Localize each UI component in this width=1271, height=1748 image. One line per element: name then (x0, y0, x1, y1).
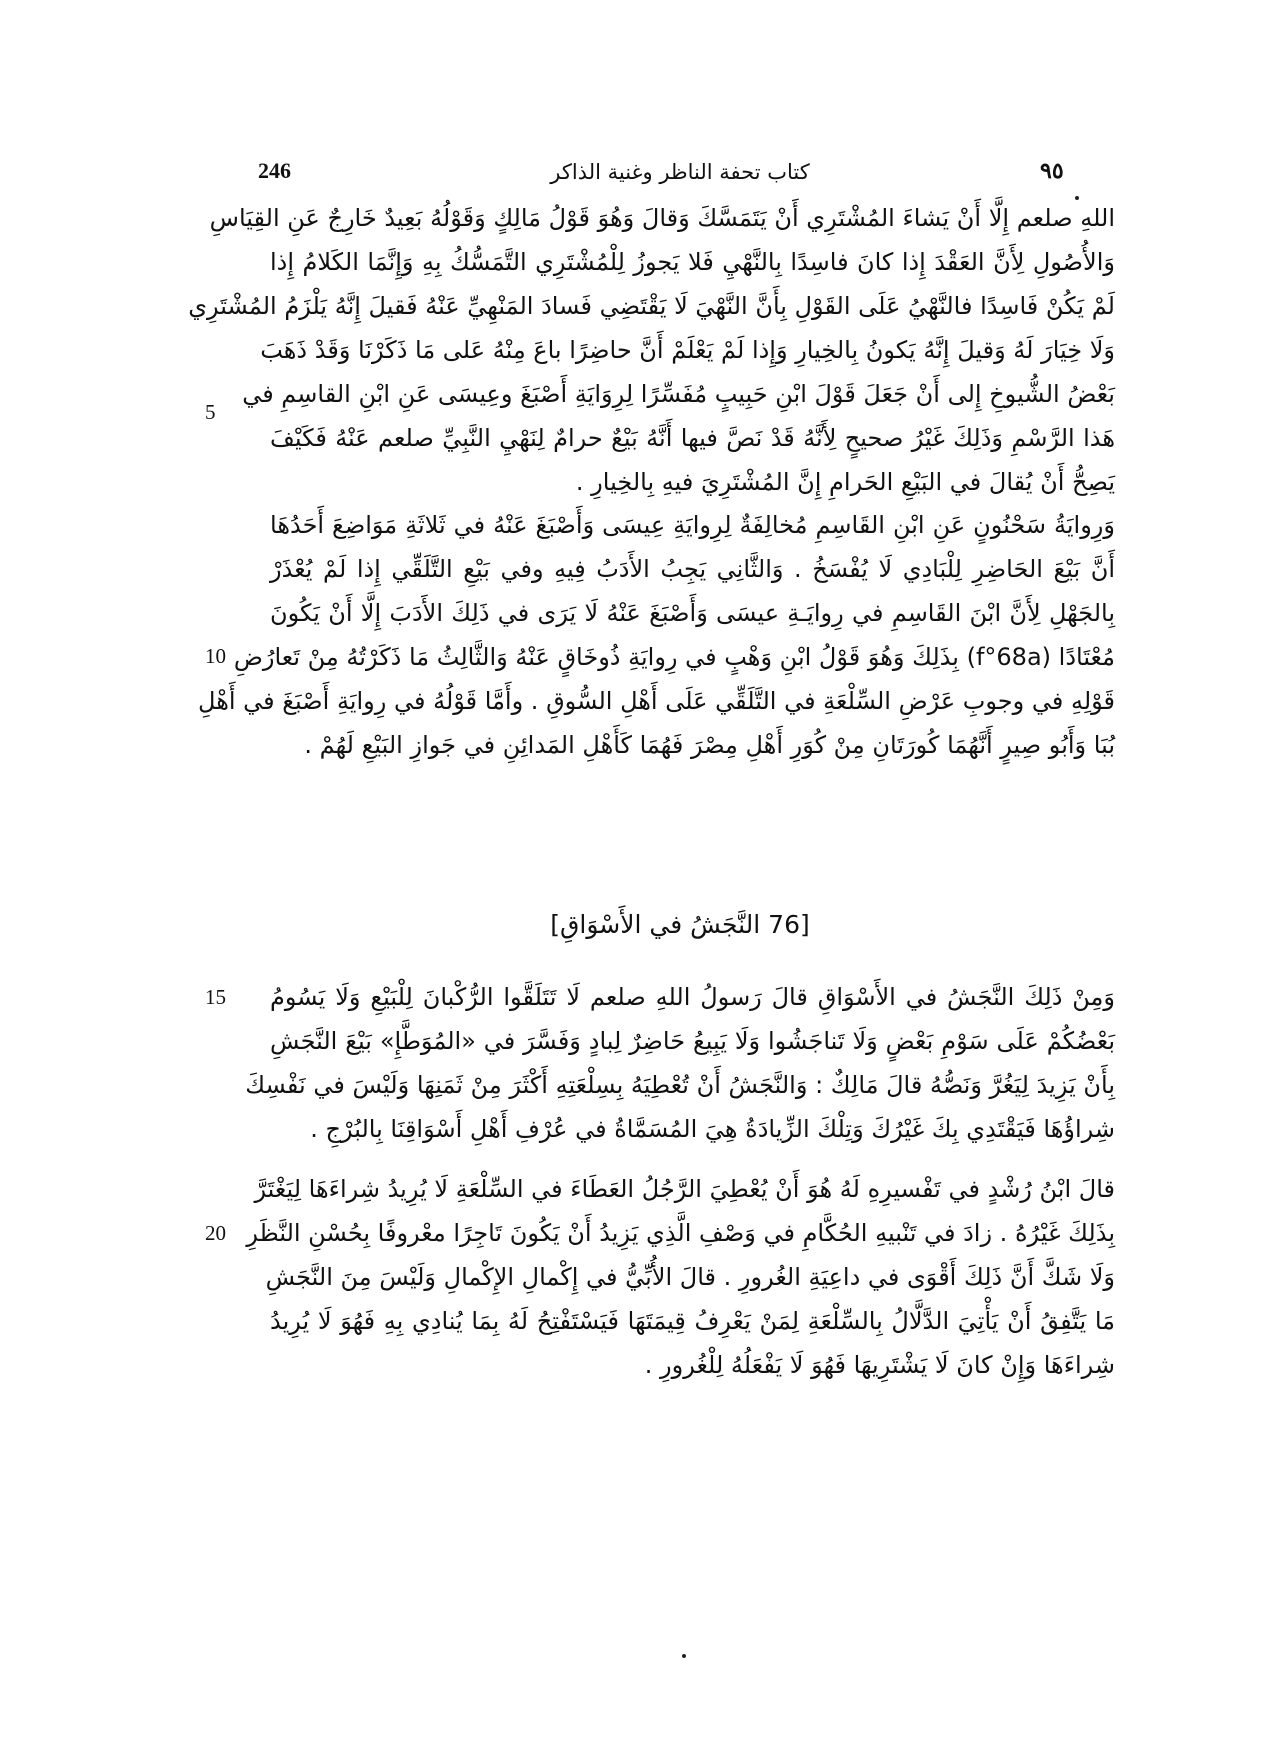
text-line: قَوْلِهِ في وجوبِ عَرْضِ السِّلْعَةِ في التَّلَقِّي عَلَى أَهْلِ السُّوقِ . وأَمَّا قَوْلُهُ في رِوايَةِ أَصْبَغَ في أَهْلِ (198, 687, 1115, 715)
page-number-right: ٩٥ (1040, 158, 1064, 183)
text-line: وَمِنْ ذَلِكَ النَّجَشُ في الأَسْوَاقِ قالَ رَسولُ اللهِ صلعم لَا تَتَلَقَّوا الرُّكْبانَ لِلْبَيْعِ وَلَا يَسُومُ (270, 983, 1115, 1011)
text-line: بَعْضُكُمْ عَلَى سَوْمِ بَعْضٍ وَلَا تَناجَشُوا وَلَا يَبِيعُ حَاضِرٌ لِبادٍ وَفَسَّرَ في «المُوَطَّإِ» بَيْعَ النَّجَشِ (270, 1027, 1115, 1055)
text-line: مُعْتَادًا (f°68a) بِذَلِكَ وَهُوَ قَوْلُ ابْنِ وَهْبٍ في رِوايَةِ ذُوخَاقٍ عَنْهُ وَالثَّالِثُ مَا ذَكَرْتُهُ مِنْ تَعارُضِ (233, 643, 1115, 671)
running-header-title: كتاب تحفة الناظر وغنية الذاكر (550, 160, 810, 184)
text-line: هَذا الرَّسْمِ وَذَلِكَ غَيْرُ صحيحٍ لِأَنَّهُ قَدْ نَصَّ فيها أَنَّهُ بَيْعٌ حرامٌ لِنَهْيِ النَّبِيِّ صلعم عَنْهُ فَكَيْفَ (270, 424, 1115, 452)
line-number: 20 (205, 1221, 226, 1245)
text-line: بِالجَهْلِ لِأَنَّ ابْنَ القَاسِمِ في رِوايَـةِ عيسَى وَأَصْبَغَ عَنْهُ لَا يَرَى في ذَلِكَ الأَدَبَ إِلَّا أَنْ يَكُونَ (270, 599, 1115, 627)
text-line: قالَ ابْنُ رُشْدٍ في تَفْسيرِهِ لَهُ هُوَ أَنْ يُعْطِيَ الرَّجُلُ العَطَاءَ في السِّلْعَةِ لَا يُرِيدُ شِراءَهَا لِيَغْتَرَّ (254, 1175, 1115, 1203)
page-number-left: 246 (258, 158, 291, 183)
text-line: بِأَنْ يَزِيدَ لِيَغُرَّ وَنَصُّهُ قالَ مَالِكٌ : وَالنَّجَشُ أَنْ تُعْطِيَهُ بِسِلْعَتِهِ أَكْثَرَ مِنْ ثَمَنِهَا وَلَيْسَ في نَفْسِكَ (245, 1071, 1115, 1099)
footer-dot (682, 1654, 686, 1658)
text-line: شِراؤُهَا فَيَقْتَدِي بِكَ غَيْرُكَ وَتِلْكَ الزِّيادَةُ هِيَ المُسَمَّاةُ في عُرْفِ أَهْلِ أَسْوَاقِنَا بِالبُرْجِ . (310, 1115, 1115, 1143)
line-number: 10 (205, 644, 226, 668)
text-line: وَالأُصُولِ لِأَنَّ العَقْدَ إِذا كانَ فاسِدًا بِالنَّهْيِ فَلا يَجوزُ لِلْمُشْتَرِي التَّمَسُّكُ بِهِ وَإِنَّمَا الكَلامُ إِذا (270, 248, 1115, 276)
text-line: بِذَلِكَ غَيْرُهُ . زادَ في تَنْبيهِ الحُكَّامِ في وَصْفِ الَّذِي يَزِيدُ أَنْ يَكُونَ تَاجِرًا معْروفًا بِحُسْنِ النَّظَرِ (246, 1219, 1115, 1247)
text-line: بَعْضُ الشُّيوخِ إِلى أَنْ جَعَلَ قَوْلَ ابْنِ حَبِيبٍ مُفَسِّرًا لِرِوَايَةِ أَصْبَغَ وعِيسَى عَنِ ابْنِ القاسِمِ في (242, 380, 1115, 408)
paragraph-3 (245, 975, 1115, 1151)
paragraph-4 (246, 1167, 1115, 1387)
line-number: 15 (205, 985, 226, 1009)
text-line: يَصِحُّ أَنْ يُقالَ في البَيْعِ الحَرامِ إِنَّ المُشْتَرِيَ فيهِ بِالخِيارِ . (575, 468, 1115, 496)
section-heading: [76 النَّجَشُ في الأَسْوَاقِ] (550, 910, 810, 939)
line-number: 5 (205, 400, 216, 424)
text-line: مَا يَتَّفِقُ أَنْ يَأْتِيَ الدَّلَّالُ بِالسِّلْعَةِ لِمَنْ يَعْرِفُ قِيمَتَهَا فَيَسْتَفْتِحُ لَهُ بِمَا يُنادِي بِهِ فَهُوَ لَا يُرِيدُ (270, 1307, 1115, 1335)
text-line: وَلَا شَكَّ أَنَّ ذَلِكَ أَقْوَى في داعِيَةِ الغُرورِ . قالَ الأُبِّيُّ في إِكْمالِ الإِكْمالِ وَلَيْسَ مِنَ النَّجَشِ (265, 1263, 1115, 1291)
text-line: لَمْ يَكُنْ فَاسِدًا فالنَّهْيُ عَلَى القَوْلِ بِأَنَّ النَّهْيَ لَا يَقْتَضِي فَسادَ المَنْهِيِّ عَنْهُ فَقيلَ إِنَّهُ يَلْزَمُ المُشْتَرِي (188, 292, 1115, 320)
text-line: وَلَا خِيَارَ لَهُ وَقيلَ إِنَّهُ يَكونُ بِالخِيارِ وَإِذا لَمْ يَعْلَمْ أَنَّ حاضِرًا باعَ مِنْهُ عَلى مَا ذَكَرْنَا وَقَدْ ذَهَبَ (260, 336, 1115, 364)
text-line: شِراءَهَا وَإِنْ كانَ لَا يَشْتَرِيهَا فَهُوَ لَا يَفْعَلُهُ لِلْغُرورِ . (644, 1351, 1115, 1379)
text-line: اللهِ صلعم إِلَّا أَنْ يَشاءَ المُشْتَرِي أَنْ يَتَمَسَّكَ وَقالَ وَهُوَ قَوْلُ مَالِكٍ وَقَوْلُهُ بَعِيدٌ خَارِجٌ عَنِ القِيَاسِ (209, 204, 1115, 232)
text-line: بُبَا وَأَبُو صِيرٍ أَنَّهُمَا كُورَتَانِ مِنْ كُوَرِ أَهْلِ مِصْرَ فَهُمَا كَأَهْلِ المَدائِنِ في جَوازِ البَيْعِ لَهُمْ . (304, 731, 1115, 759)
paragraph-1 (188, 196, 1115, 504)
text-line: أَنَّ بَيْعَ الحَاضِرِ لِلْبَادِي لَا يُفْسَخُ . وَالثَّانِي يَجِبُ الأَدَبُ فِيهِ وفي بَيْعِ التَّلَقِّي إِذا لَمْ يُعْذَرْ (270, 555, 1115, 583)
text-line: وَرِوايَةُ سَحْنُونٍ عَنِ ابْنِ القَاسِمِ مُخالِفَةٌ لِرِوايَةِ عِيسَى وَأَصْبَغَ عَنْهُ في ثَلاثَةِ مَوَاضِعَ أَحَدُهَا (270, 511, 1115, 539)
